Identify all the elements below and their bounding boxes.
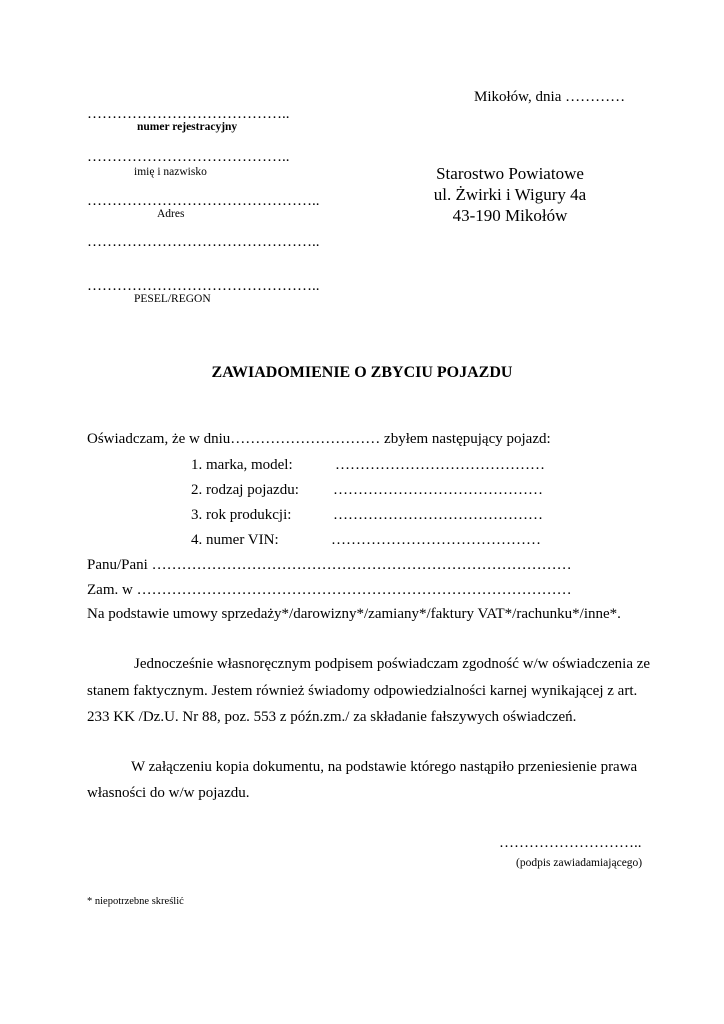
vehicle-type-field: …………………………………… — [333, 482, 543, 498]
vin-number-label: 4. numer VIN: — [191, 532, 279, 548]
pesel-regon-field: ……………………………………….. — [87, 278, 320, 294]
address-field: ……………………………………….. — [87, 193, 320, 209]
vehicle-make-model-field: …………………………………… — [335, 457, 545, 473]
registration-number-label: numer rejestracyjny — [137, 121, 238, 133]
registration-number-field: ………………………………….. — [87, 106, 290, 122]
address-field-2: ……………………………………….. — [87, 234, 320, 250]
vin-number-field: …………………………………… — [331, 532, 541, 548]
place-date: Mikołów, dnia ………… — [474, 89, 626, 105]
full-name-label: imię i nazwisko — [134, 166, 207, 178]
production-year-field: …………………………………… — [333, 507, 543, 523]
declaration-line-2: stanem faktycznym. Jestem również świadomy odpowiedzialności karnej wynikającej z art. — [87, 683, 638, 699]
production-year-label: 3. rok produkcji: — [191, 507, 292, 523]
vehicle-make-model-label: 1. marka, model: — [191, 457, 293, 473]
document-title: ZAWIADOMIENIE O ZBYCIU POJAZDU — [211, 364, 513, 381]
statement-intro: Oświadczam, że w dniu………………………… zbyłem następujący pojazd: — [87, 431, 551, 447]
signature-field: ……………………….. — [499, 835, 642, 851]
recipient-line-1: Starostwo Powiatowe — [436, 164, 584, 183]
pesel-regon-label: PESEL/REGON — [134, 293, 211, 305]
declaration-line-1: Jednocześnie własnoręcznym podpisem poświadczam zgodność w/w oświadczenia ze — [134, 656, 651, 672]
transfer-basis-line: Na podstawie umowy sprzedaży*/darowizny*/zamiany*/faktury VAT*/rachunku*/inne*. — [87, 606, 621, 622]
recipient-line-3: 43-190 Mikołów — [452, 206, 568, 225]
vehicle-type-label: 2. rodzaj pojazdu: — [191, 482, 299, 498]
signature-label: (podpis zawiadamiającego) — [516, 857, 643, 869]
attachment-line-1: W załączeniu kopia dokumentu, na podstawie którego nastąpiło przeniesienie prawa — [131, 759, 638, 775]
declaration-line-3: 233 KK /Dz.U. Nr 88, poz. 553 z późn.zm./ za składanie fałszywych oświadczeń. — [87, 709, 577, 725]
recipient-line-2: ul. Żwirki i Wigury 4a — [433, 185, 587, 204]
footnote: * niepotrzebne skreślić — [87, 896, 184, 907]
buyer-address-line: Zam. w …………………………………………………………………………… — [87, 582, 572, 598]
address-label: Adres — [157, 208, 185, 220]
full-name-field: ………………………………….. — [87, 149, 290, 165]
buyer-name-line: Panu/Pani ………………………………………………………………………… — [87, 557, 572, 573]
attachment-line-2: własności do w/w pojazdu. — [87, 785, 250, 801]
